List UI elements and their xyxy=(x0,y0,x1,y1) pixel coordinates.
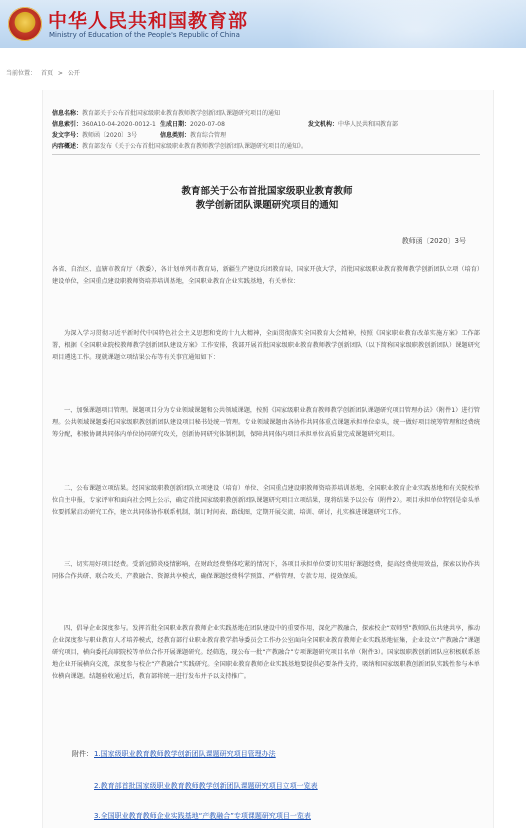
meta-category-label: 信息类别： xyxy=(160,132,191,139)
breadcrumb-home-link[interactable]: 首页 xyxy=(40,70,53,77)
meta-index-label: 信息索引： xyxy=(52,121,83,128)
breadcrumb-separator: > xyxy=(57,70,63,77)
document-number: 教师函〔2020〕3号 xyxy=(401,237,466,245)
document-title-line-1: 教育部关于公布首批国家级职业教育教师 xyxy=(181,186,353,197)
meta-issuer-label: 发文机构： xyxy=(308,121,339,128)
section-2-paragraph: 二、公布课题立项结果。经国家级职教创新团队立项建设（培育）单位、全国重点建设职教师资培养培训基地、全国职业教育企业实践基地和有关院校单位自主申报，专家评审和面向社会网上公示，确定首批国家级职教创新团队课题研究项目立项结果，现将结果予以公布（附件2）。项目承担单位特别是牵头单位要抓紧启动研究工作，建立共同体协作联系机制，制订时间表、路线图，定期开展交流、培训、研讨，扎实推进课题研究工作。 xyxy=(52,485,480,516)
attachment-link-3[interactable]: 3.全国职业教育教师企业实践基地“产教融合”专项课题研究项目一览表 xyxy=(94,812,311,820)
document-title-line-2: 教学创新团队课题研究项目的通知 xyxy=(195,200,339,211)
site-header xyxy=(0,0,526,48)
meta-title-label: 信息名称： xyxy=(52,110,83,117)
breadcrumb-prefix: 当前位置： xyxy=(6,70,37,77)
national-emblem-icon[interactable] xyxy=(8,7,42,41)
meta-row-index xyxy=(52,119,480,130)
meta-date-value: 2020-07-08 xyxy=(190,121,225,128)
site-title-english: Ministry of Education of the People's Republic of China xyxy=(49,31,240,39)
breadcrumb xyxy=(6,68,83,77)
recipients-paragraph: 各省、自治区、直辖市教育厅（教委），各计划单列市教育局，新疆生产建设兵团教育局，国家开放大学，首批国家级职业教育教师教学创新团队立项（培育）建设单位，全国重点建设职教师资培养培训基地，全国职业教育企业实践基地，有关单位： xyxy=(52,266,480,285)
meta-row-summary xyxy=(52,141,480,152)
attachment-link-2[interactable]: 2.教育部首批国家级职业教育教师教学创新团队课题研究项目立项一览表 xyxy=(94,782,318,790)
meta-issuer-value: 中华人民共和国教育部 xyxy=(338,121,399,128)
attachments-label: 附件： xyxy=(72,750,93,758)
meta-index-value: 360A10-04-2020-0012-1 xyxy=(82,121,156,128)
attachment-link-1[interactable]: 1.国家级职业教育教师教学创新团队课题研究项目管理办法 xyxy=(94,750,276,758)
document-metadata xyxy=(52,108,480,155)
meta-row-title xyxy=(52,108,480,119)
meta-date-label: 生成日期： xyxy=(160,121,191,128)
document-title xyxy=(52,185,482,213)
meta-docno-value: 教师函〔2020〕3号 xyxy=(82,132,138,139)
intro-paragraph: 为深入学习贯彻习近平新时代中国特色社会主义思想和党的十九大精神，全面贯彻落实全国教育大会精神，按照《国家职业教育改革实施方案》工作部署，根据《全国职业院校教师教学创新团队建设方案》工作安排，我部开展首批国家级职业教育教师教学创新团队（以下简称国家级职教创新团队）课题研究项目遴选工作。现就课题立项结果公布等有关事宜通知如下： xyxy=(52,330,480,361)
section-1-paragraph: 一、加强课题项目管理。课题项目分为专业领域课题和公共领域课题，按照《国家级职业教育教师教学创新团队课题研究项目管理办法》（附件1）进行管理。公共领域课题委托国家级职教创新团队建设项目秘书处统一管理。专业领域课题由各协作共同体重点课题承担单位牵头，统一做好项目统筹管理和经费统筹分配，积极协调共同体内单位协同研究攻关，创新协同研究体制机制，保障共同体内项目承担单位高质量完成课题研究项目。 xyxy=(52,407,480,438)
site-title[interactable]: 中华人民共和国教育部 xyxy=(48,10,249,32)
meta-summary-label: 内容概述： xyxy=(52,143,83,150)
breadcrumb-current-link[interactable]: 公开 xyxy=(67,70,80,77)
meta-title-value: 教育部关于公布首批国家级职业教育教师教学创新团队课题研究项目的通知 xyxy=(82,110,281,117)
section-3-paragraph: 三、切实用好项目经费。受新冠肺炎疫情影响，在财政经费整体吃紧的情况下，各项目承担单位要切实用好课题经费，提高经费使用效益，探索以协作共同体合作共研、联合攻关、产教融合、资源共享模式，确保课题经费科学预算、严格管理、专款专用、提效保质。 xyxy=(52,561,480,580)
section-4-paragraph: 四、倡导企业深度参与。发挥首批全国职业教育教师企业实践基地在团队建设中的重要作用，深化产教融合，探索校企“双师型”教师队伍共建共享，推动企业深度参与职业教育人才培养模式，经教育部行业职业教育教学指导委员会工作办公室面向全国职业教育教师企业实践基地征集，企业设立“产教融合”课题研究项目，横向委托高职院校等单位合作开展课题研究。经筛选，现公布一批“产教融合”专项课题研究项目名单（附件3）。国家级职教创新团队应积极联系基地企业开展横向交流，深度参与校企“产教融合”实践研究。全国职业教育教师企业实践基地要提供必要条件支持，吸纳和国家级职教创新团队实践性参与本单位横向课题。结题验收通过后，教育部将统一进行发布并予以支持推广。 xyxy=(52,625,480,680)
meta-docno-label: 发文字号： xyxy=(52,132,83,139)
header-decoration xyxy=(276,0,526,48)
meta-summary-value: 教育部发布《关于公布首批国家级职业教育教师教学创新团队课题研究项目的通知》。 xyxy=(82,143,308,150)
meta-row-docno xyxy=(52,130,480,141)
meta-category-value: 教育综合管理 xyxy=(190,132,227,139)
